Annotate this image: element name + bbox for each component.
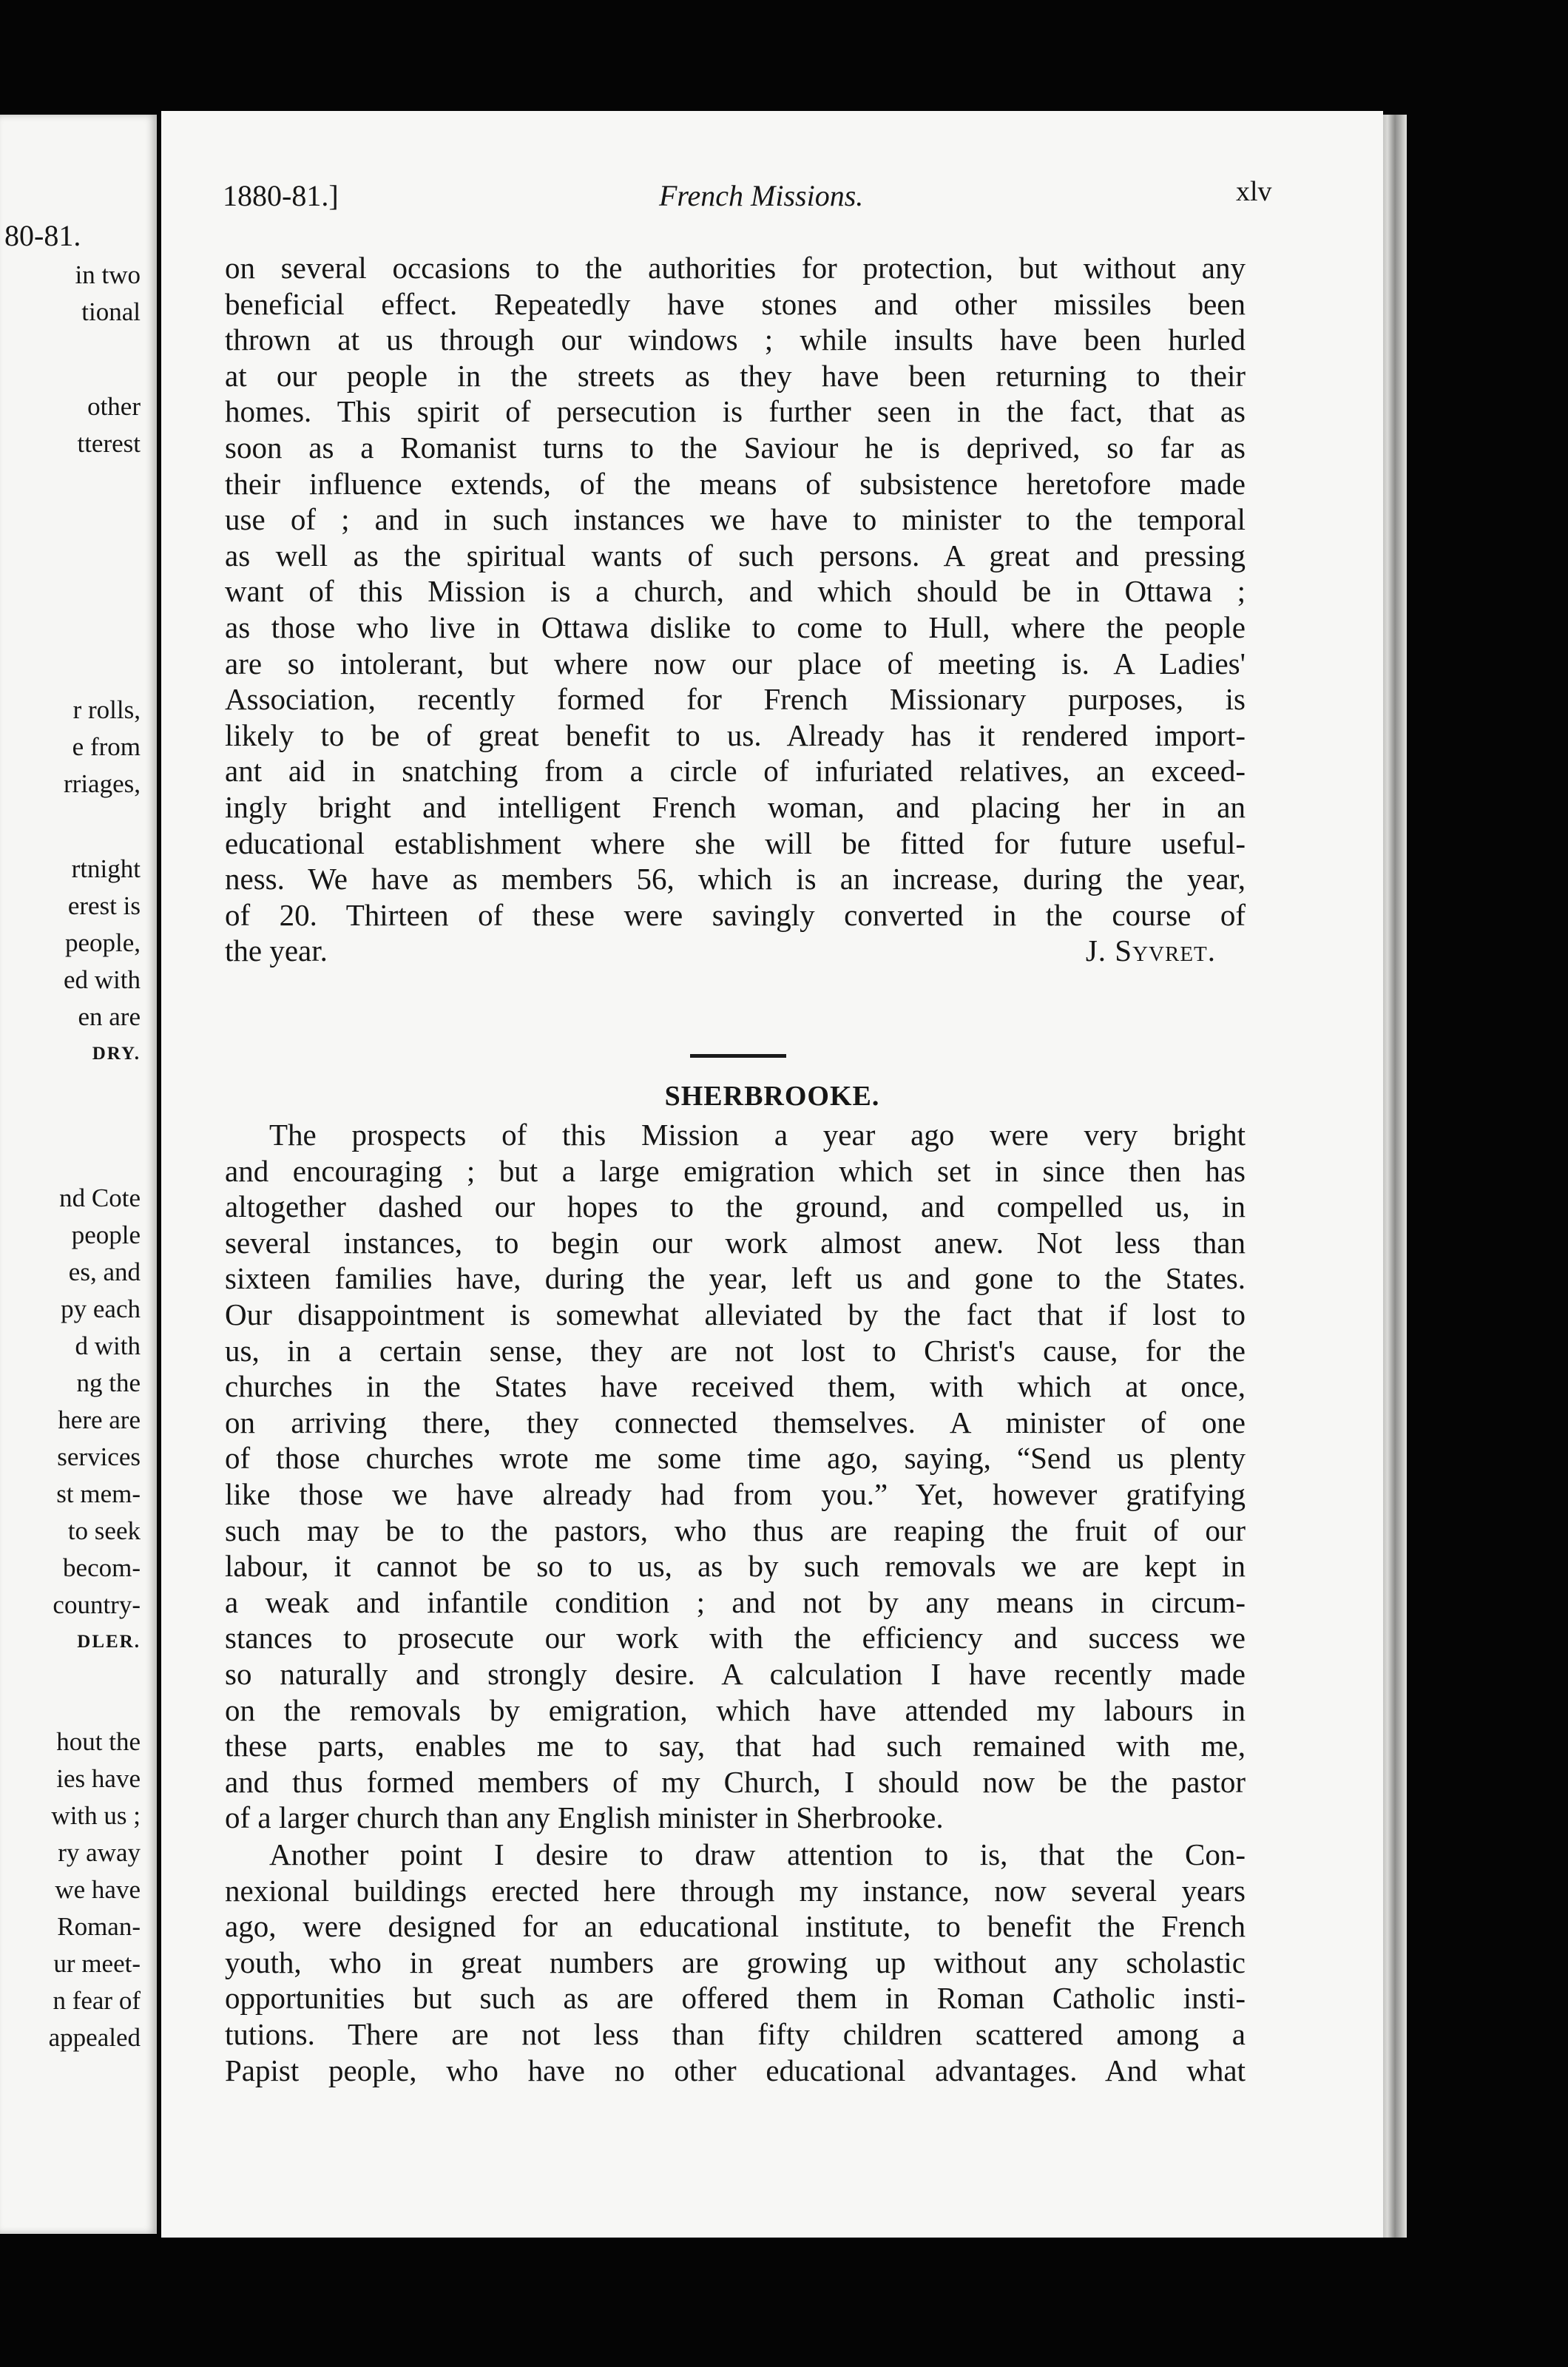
left-page-block-5 [0, 1180, 141, 1661]
section-heading: SHERBROOKE. [664, 1081, 880, 1112]
text-line: likely to be of great benefit to us. Already has it rendered import- [225, 717, 1246, 752]
text-line: their influence extends, of the means of subsistence heretofore made [225, 466, 1246, 501]
left-page-line: tional [81, 297, 141, 326]
text-line: Papist people, who have no other educational advantages. And what [225, 2053, 1246, 2087]
left-page-header: 80-81. [4, 219, 81, 252]
left-page-line: d with [75, 1331, 141, 1360]
text-line: of a larger church than any English minister in Sherbrooke. [225, 1800, 944, 1835]
left-page-line: we have [55, 1875, 141, 1904]
text-line: labour, it cannot be so to us, as by such removals we are kept in [225, 1549, 1246, 1584]
left-page-line: ed with [63, 965, 141, 994]
left-page-line: ng the [76, 1368, 141, 1397]
text-line: are so intolerant, but where now our place of meeting is. A Ladies' [225, 646, 1246, 681]
text-line: ant aid in snatching from a circle of infuriated relatives, an exceed- [225, 754, 1246, 789]
left-page-line: n fear of [53, 1986, 141, 2015]
text-line: Our disappointment is somewhat alleviated by the fact that if lost to [225, 1297, 1246, 1331]
page-number: xlv [1236, 176, 1272, 207]
section-hull-text [225, 250, 1246, 969]
left-page-line: services [57, 1442, 141, 1471]
closing-line [225, 933, 1246, 969]
text-line: churches in the States have received them, with which at once, [225, 1369, 1246, 1404]
text-line: altogether dashed our hopes to the ground, and compelled us, in [225, 1189, 1246, 1224]
left-page-line: to seek [67, 1516, 141, 1545]
running-head [223, 176, 1272, 223]
text-line: several instances, to begin our work almost anew. Not less than [225, 1225, 1246, 1260]
text-line: a weak and infantile condition ; and not by any means in circum- [225, 1584, 1246, 1619]
running-head-title: French Missions. [659, 179, 864, 212]
left-page-line: with us ; [51, 1801, 141, 1830]
left-page-line: becom- [63, 1553, 141, 1582]
text-line: sixteen families have, during the year, left us and gone to the States. [225, 1261, 1246, 1296]
left-page-line: rriages, [64, 769, 141, 798]
left-page-line: nd Cote [59, 1184, 141, 1212]
text-line: and thus formed members of my Church, I should now be the pastor [225, 1764, 1246, 1799]
text-line: on arriving there, they connected themselves. A minister of one [225, 1405, 1246, 1439]
section-sherbrooke-paragraph-1 [225, 1117, 1246, 1836]
text-line: Another point I desire to draw attention to is, that the Con- [269, 1837, 1246, 1871]
left-page-line: people [71, 1220, 141, 1249]
text-line: thrown at us through our windows ; while insults have been hurled [225, 323, 1246, 357]
author-signature: J. Syvret. [1085, 933, 1216, 968]
text-line: stances to prosecute our work with the efficiency and success we [225, 1621, 1246, 1655]
text-line: want of this Mission is a church, and which should be in Ottawa ; [225, 574, 1246, 609]
text-line: such may be to the pastors, who thus are reaping the fruit of our [225, 1513, 1246, 1547]
left-page-line: in two [75, 260, 141, 289]
text-line: us, in a certain sense, they are not lost to Christ's cause, for the [225, 1333, 1246, 1368]
text-line: nexional buildings erected here through my instance, now several years [225, 1873, 1246, 1908]
text-line: at our people in the streets as they have been returning to their [225, 358, 1246, 393]
text-line: so naturally and strongly desire. A calculation I have recently made [225, 1656, 1246, 1691]
text-line: youth, who in great numbers are growing up without any scholastic [225, 1945, 1246, 1979]
text-line: and encouraging ; but a large emigration which set in since then has [225, 1153, 1246, 1188]
text-line: use of ; and in such instances we have to minister to the temporal [225, 502, 1246, 537]
left-page-line: Roman- [57, 1912, 141, 1941]
text-line: opportunities but such as are offered them in Roman Catholic insti- [225, 1981, 1246, 2016]
left-page-line: r rolls, [72, 695, 141, 724]
left-page-line: st mem- [56, 1479, 141, 1508]
left-page-block-1 [0, 257, 141, 331]
left-page-line: ur meet- [53, 1949, 141, 1978]
text-line: ingly bright and intelligent French woman, and placing her in an [225, 789, 1246, 824]
running-head-year: 1880-81.] [223, 179, 339, 212]
left-page-signature: DLER. [77, 1632, 141, 1652]
text-line: on the removals by emigration, which have attended my labours in [225, 1692, 1246, 1727]
text-line: ness. We have as members 56, which is an increase, during the year, [225, 862, 1246, 897]
section-divider [690, 1054, 786, 1058]
closing-text: the year. [225, 933, 328, 968]
text-line: soon as a Romanist turns to the Saviour he is deprived, so far as [225, 430, 1246, 465]
left-page-fragment [0, 115, 157, 2234]
left-page-line: other [87, 392, 141, 421]
text-line: these parts, enables me to say, that had such remained with me, [225, 1729, 1246, 1763]
left-page-line: rtnight [71, 854, 141, 883]
left-page-line: en are [78, 1002, 141, 1031]
text-line: tutions. There are not less than fifty children scattered among a [225, 2016, 1246, 2051]
text-line: The prospects of this Mission a year ago were very bright [269, 1118, 1246, 1152]
left-page-block-2 [0, 388, 141, 462]
left-page-line: appealed [48, 2023, 141, 2052]
left-page-line: hout the [56, 1727, 141, 1756]
text-line: of those churches wrote me some time ago, saying, “Send us plenty [225, 1441, 1246, 1476]
left-page-signature: DRY. [92, 1044, 141, 1064]
text-line: of 20. Thirteen of these were savingly converted in the course of [225, 897, 1246, 932]
left-page-line: e from [72, 732, 141, 761]
text-line: beneficial effect. Repeatedly have stones and other missiles been [225, 286, 1246, 321]
text-line: Association, recently formed for French Missionary purposes, is [225, 682, 1246, 717]
text-line: ago, were designed for an educational institute, to benefit the French [225, 1909, 1246, 1944]
left-page-line: country- [53, 1590, 141, 1619]
main-page [161, 111, 1383, 2238]
left-page-line: es, and [68, 1257, 141, 1286]
section-sherbrooke-paragraph-2 [225, 1837, 1246, 2088]
left-page-block-4 [0, 851, 141, 1073]
left-page-line: ies have [56, 1764, 141, 1793]
left-page-line: ry away [58, 1838, 141, 1867]
text-line: as those who live in Ottawa dislike to come to Hull, where the people [225, 610, 1246, 644]
text-line: homes. This spirit of persecution is further seen in the fact, that as [225, 394, 1246, 429]
text-line: like those we have already had from you.” Yet, however gratifying [225, 1476, 1246, 1511]
text-line: on several occasions to the authorities for protection, but without any [225, 251, 1246, 285]
text-line: educational establishment where she will be fitted for future useful- [225, 825, 1246, 860]
left-page-line: py each [61, 1294, 141, 1323]
left-page-line: here are [58, 1405, 141, 1434]
left-page-block-3 [0, 692, 141, 803]
text-line: as well as the spiritual wants of such persons. A great and pressing [225, 538, 1246, 573]
left-page-block-6 [0, 1723, 141, 2056]
left-page-line: tterest [77, 429, 141, 458]
left-page-line: erest is [67, 891, 141, 920]
left-page-line: people, [64, 928, 141, 957]
